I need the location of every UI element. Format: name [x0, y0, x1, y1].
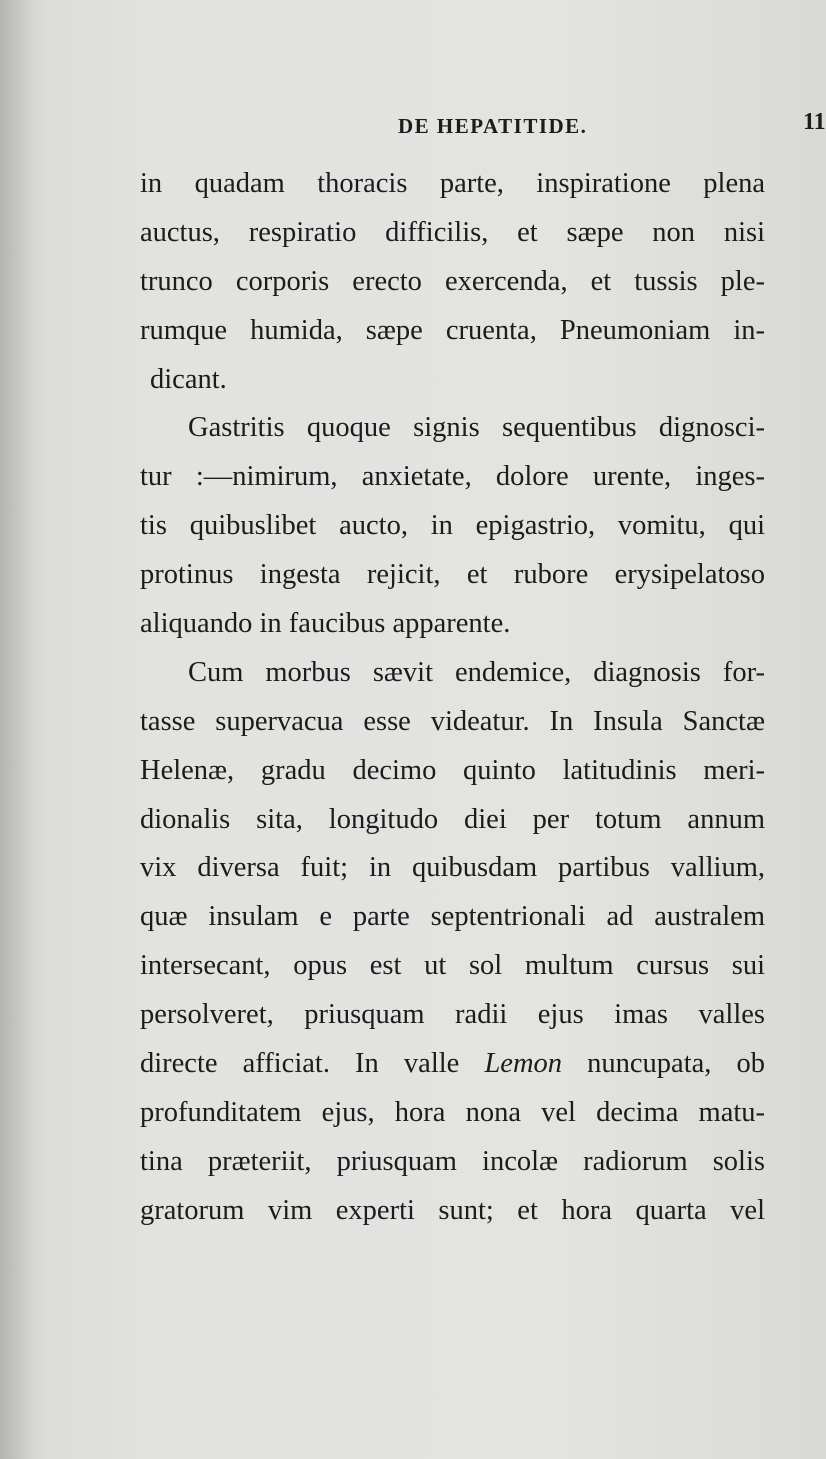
text-line: auctus, respiratio difficilis, et sæpe non nisi	[140, 216, 765, 248]
text-line: profunditatem ejus, hora nona vel decima matu-	[140, 1096, 765, 1128]
text-line: trunco corporis erecto exercenda, et tussis ple-	[140, 265, 765, 297]
page-number: 11	[803, 109, 826, 135]
text-line: Gastritis quoque signis sequentibus dignosci-	[188, 412, 765, 444]
running-head	[140, 109, 826, 152]
running-head-title: DE HEPATITIDE.	[398, 114, 588, 138]
text-line: vix diversa fuit; in quibusdam partibus vallium,	[140, 852, 765, 884]
text-line: aliquando in faucibus apparente.	[140, 608, 511, 640]
text-line: persolveret, priusquam radii ejus imas valles	[140, 999, 765, 1031]
text-line: tasse supervacua esse videatur. In Insula Sanctæ	[140, 705, 765, 737]
text-line-start: directe afficiat. In valle	[140, 1048, 460, 1080]
text-line: tur :—nimirum, anxietate, dolore urente, inges-	[140, 461, 765, 493]
text-line-end: nuncupata, ob	[587, 1048, 766, 1080]
text-line: tis quibuslibet aucto, in epigastrio, vomitu, qui	[140, 510, 765, 542]
text-line: tina præteriit, priusquam incolæ radiorum solis	[140, 1145, 765, 1177]
text-line: Cum morbus sævit endemice, diagnosis for-	[188, 656, 765, 688]
text-line: rumque humida, sæpe cruenta, Pneumoniam in-	[140, 314, 765, 346]
page-gutter-shadow	[0, 0, 36, 1459]
italic-place-name: Lemon	[484, 1048, 563, 1080]
text-line: intersecant, opus est ut sol multum cursus sui	[140, 950, 765, 982]
text-line: Helenæ, gradu decimo quinto latitudinis meri-	[140, 754, 765, 786]
text-line: dicant.	[150, 363, 227, 395]
text-line: dionalis sita, longitudo diei per totum annum	[140, 803, 765, 835]
text-line: gratorum vim experti sunt; et hora quarta vel	[140, 1194, 765, 1226]
text-line-with-italic	[140, 1040, 765, 1089]
text-line: in quadam thoracis parte, inspiratione plena	[140, 168, 765, 199]
text-line: quæ insulam e parte septentrionali ad australem	[140, 901, 765, 933]
text-line: protinus ingesta rejicit, et rubore erysipelatoso	[140, 559, 765, 591]
body-text	[140, 160, 765, 1236]
